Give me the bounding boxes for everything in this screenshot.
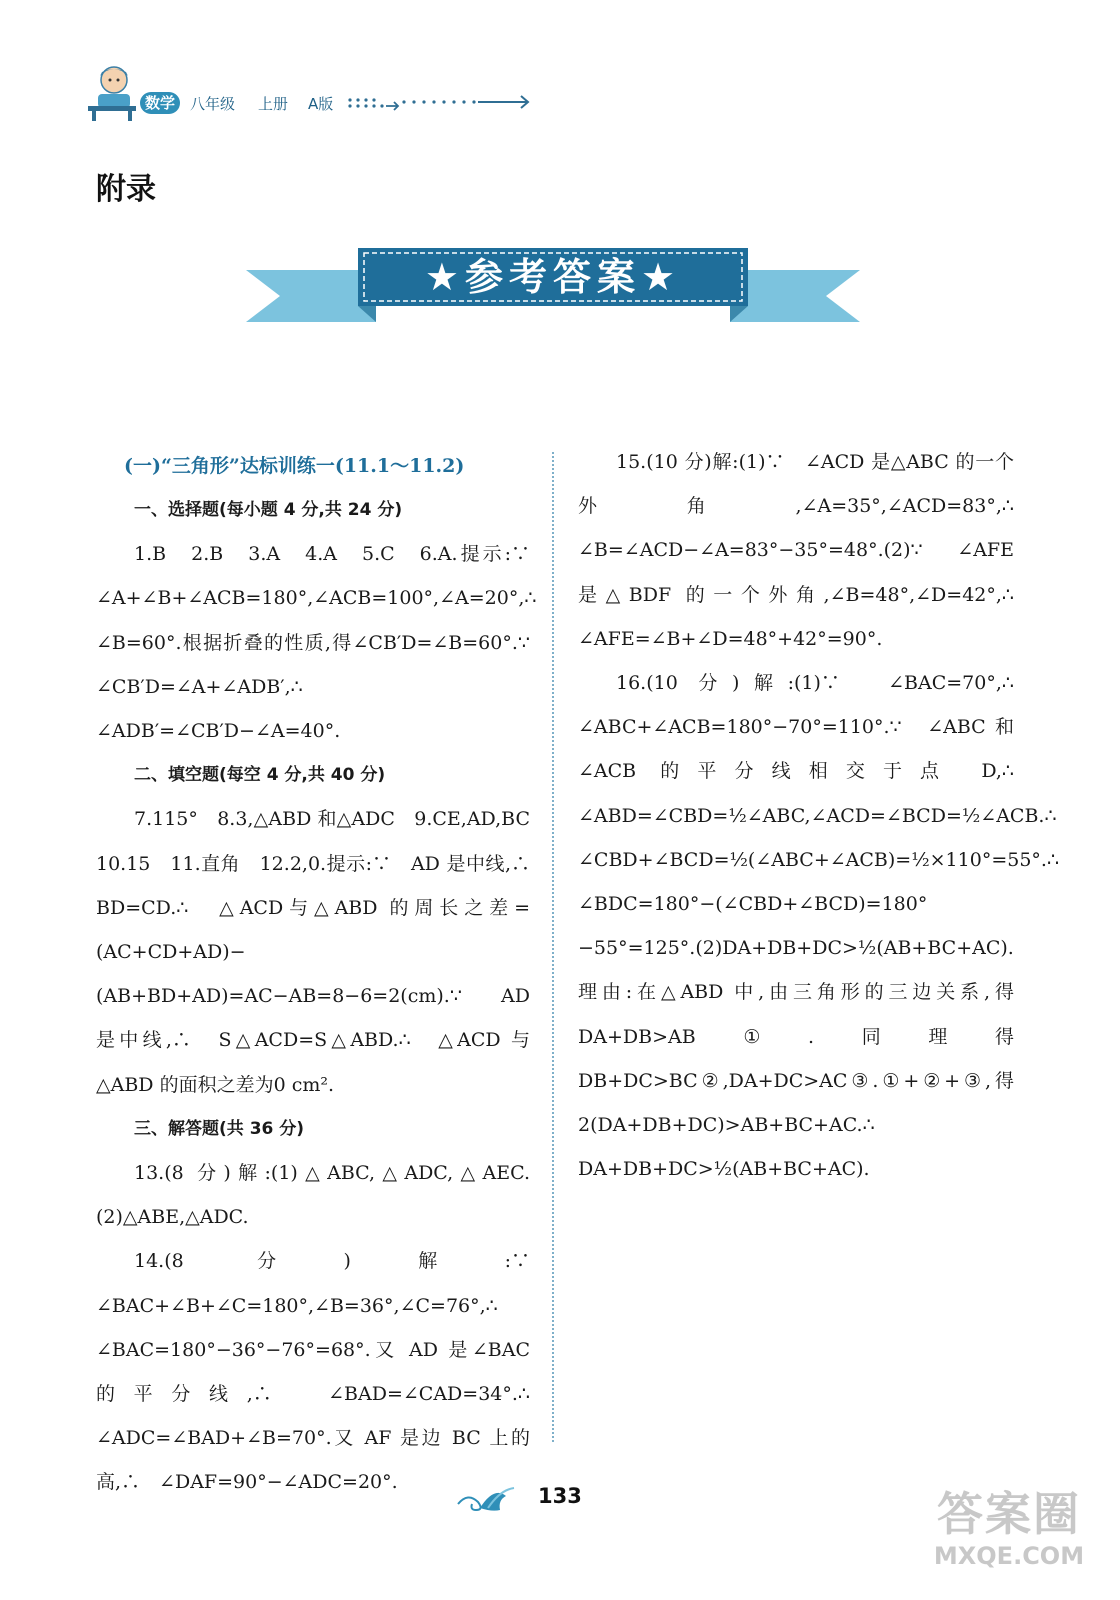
fill-answers: 7.115° 8.3,△ABD 和△ADC 9.CE,AD,BC 10.15 11.直角 12.2,0.提示:∵ AD 是中线,∴ BD=CD.∴ △ACD与△ABD 的周长之差=(AC+CD+AD)−(AB+BD+AD)=AC−AB=8−6=2(cm).∵ AD 是中线,∴ S△ACD=S△ABD.∴ △ACD 与△ABD 的面积之差为0 cm². bbox=[96, 808, 550, 1096]
watermark-text: 答案圈 bbox=[937, 1487, 1081, 1541]
choice-answers: 1.B 2.B 3.A 4.A 5.C 6.A.提示:∵ ∠A+∠B+∠ACB=180°,∠ACB=100°,∠A=20°,∴ ∠B=60°.根据折叠的性质,得∠CB′D=∠B=60°.∵ ∠CB′D=∠A+∠ADB′,∴ ∠ADB′=∠CB′D−∠A=40°. bbox=[96, 543, 556, 743]
answer-14: 14.(8 分)解:∵ ∠BAC+∠B+∠C=180°,∠B=36°,∠C=76°,∴ ∠BAC=180°−36°−76°=68°.又 AD 是∠BAC 的平分线,∴ ∠BAD=∠CAD=34°.∴ ∠ADC=∠BAD+∠B=70°.又 AF 是边 BC 上的高,∴ ∠DAF=90°−∠ADC=20°. bbox=[96, 1250, 550, 1494]
answer-16: 16.(10 分)解:(1)∵ ∠BAC=70°,∴ ∠ABC+∠ACB=180°−70°=110°.∵ ∠ABC 和∠ACB 的平分线相交于点 D,∴ ∠ABD=∠CBD=½∠ABC,∠ACD=∠BCD=½∠ACB.∴ ∠CBD+∠BCD=½(∠ABC+∠ACB)=½×110°=55°.∴ ∠BDC=180°−(∠CBD+∠BCD)=180°−55°=125°.(2)DA+DB+DC>½(AB+BC+AC).理由:在△ABD 中,由三角形的三边关系,得DA+DB>AB①.同理得 DB+DC>BC②,DA+DC>AC③.①+②+③,得 2(DA+DB+DC)>AB+BC+AC.∴ DA+DB+DC>½(AB+BC+AC). bbox=[578, 672, 1079, 1181]
watermark-logo bbox=[924, 1486, 1094, 1586]
watermark-url: MXQE.COM bbox=[933, 1542, 1085, 1570]
appendix-title: 附录 bbox=[96, 172, 156, 207]
page-number: 133 bbox=[538, 1484, 582, 1508]
volume-label: 上册 bbox=[258, 95, 289, 113]
grade-label: 八年级 bbox=[190, 95, 236, 113]
left-column bbox=[96, 444, 556, 1505]
page-header bbox=[84, 62, 484, 122]
answer-13: 13.(8 分)解:(1)△ABC,△ADC,△AEC.(2)△ABE,△ADC. bbox=[96, 1162, 530, 1229]
answer-banner bbox=[246, 248, 860, 324]
right-column bbox=[578, 440, 1079, 1191]
answer-15: 15.(10 分)解:(1)∵ ∠ACD 是△ABC 的一个外角,∠A=35°,∠ACD=83°,∴ ∠B=∠ACD−∠A=83°−35°=48°.(2)∵ ∠AFE 是△BDF 的一个外角,∠B=48°,∠D=42°,∴ ∠AFE=∠B+∠D=48°+42°=90°. bbox=[578, 451, 1034, 650]
choice-heading: 一、选择题(每小题 4 分,共 24 分) bbox=[134, 500, 403, 520]
subject-badge: 数学 bbox=[140, 92, 180, 114]
dotted-arrow-icon bbox=[346, 90, 536, 114]
edition-label: A版 bbox=[308, 95, 334, 113]
fill-heading: 二、填空题(每空 4 分,共 40 分) bbox=[134, 765, 386, 786]
banner-title: ★参考答案★ bbox=[424, 255, 682, 299]
student-mascot-icon bbox=[84, 62, 140, 122]
solve-heading: 三、解答题(共 36 分) bbox=[134, 1118, 305, 1139]
section-title: (一)“三角形”达标训练一(11.1～11.2) bbox=[124, 455, 465, 477]
